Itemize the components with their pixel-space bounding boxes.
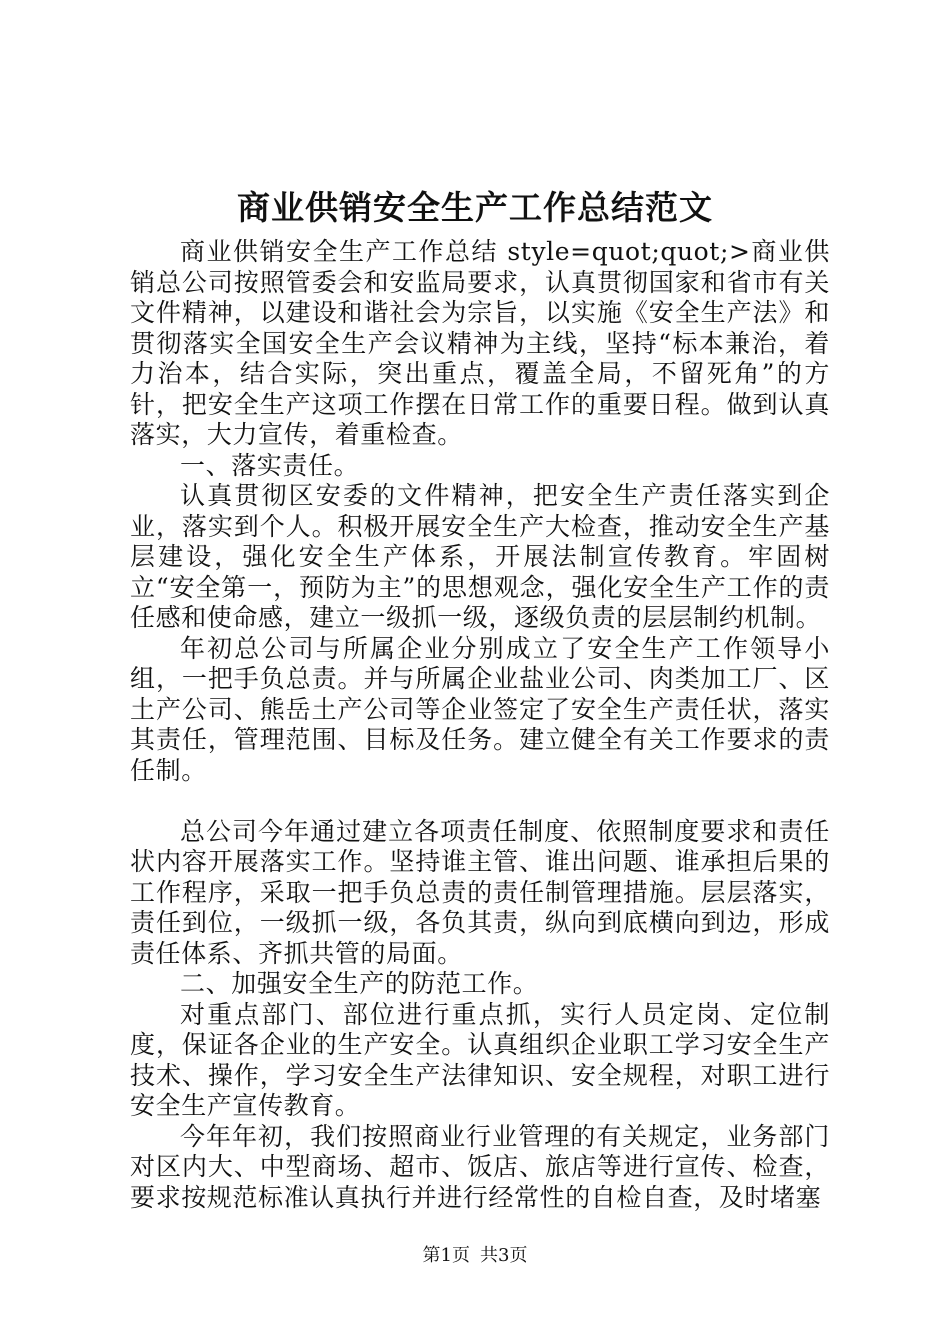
paragraph-responsibility: 认真贯彻区安委的文件精神，把安全生产责任落实到企业，落实到个人。积极开展安全生产大检查，推动安全生产基层建设，强化安全生产体系，开展法制宣传教育。牢固树立“安全第一，预防为主”的思想观念，强化安全生产工作的责任感和使命感，建立一级抓一级，逐级负责的层层制约机制。 bbox=[130, 481, 830, 632]
paragraph-leadership-group: 年初总公司与所属企业分别成立了安全生产工作领导小组，一把手负总责。并与所属企业盐业公司、肉类加工厂、区土产公司、熊岳土产公司等企业签定了安全生产责任状，落实其责任，管理范围、目标及任务。建立健全有关工作要求的责任制。 bbox=[130, 633, 830, 785]
paragraph-intro: 商业供销安全生产工作总结 style=quot;quot;>商业供销总公司按照管委会和安监局要求，认真贯彻国家和省市有关文件精神，以建设和谐社会为宗旨，以实施《安全生产法》和贯彻落实全国安全生产会议精神为主线，坚持“标本兼治，着力治本，结合实际，突出重点，覆盖全局，不留死角”的方针，把安全生产这项工作摆在日常工作的重要日程。做到认真落实，大力宣传，着重检查。 bbox=[130, 237, 830, 449]
page-footer bbox=[0, 1244, 950, 1268]
paragraph-inspection: 今年年初，我们按照商业行业管理的有关规定，业务部门对区内大、中型商场、超市、饭店、旅店等进行宣传、检查，要求按规范标准认真执行并进行经常性的自检自查，及时堵塞 bbox=[130, 1121, 830, 1212]
section-heading-2: 二、加强安全生产的防范工作。 bbox=[180, 969, 539, 998]
paragraph-key-departments: 对重点部门、部位进行重点抓，实行人员定岗、定位制度，保证各企业的生产安全。认真组织企业职工学习安全生产技术、操作，学习安全生产法律知识、安全规程，对职工进行安全生产宣传教育。 bbox=[130, 999, 830, 1120]
paragraph-spacer bbox=[130, 786, 830, 817]
document-body bbox=[130, 237, 830, 1213]
page-total: 共3页 bbox=[480, 1245, 528, 1266]
section-heading-1: 一、落实责任。 bbox=[180, 450, 360, 480]
page-number: 第1页 bbox=[422, 1245, 470, 1266]
document-title: 商业供销安全生产工作总结范文 bbox=[237, 188, 713, 227]
paragraph-responsibility-system: 总公司今年通过建立各项责任制度、依照制度要求和责任状内容开展落实工作。坚持谁主管、谁出问题、谁承担后果的工作程序，采取一把手负总责的责任制管理措施。层层落实，责任到位，一级抓一级，各负其责，纵向到底横向到边，形成责任体系、齐抓共管的局面。 bbox=[130, 816, 830, 968]
